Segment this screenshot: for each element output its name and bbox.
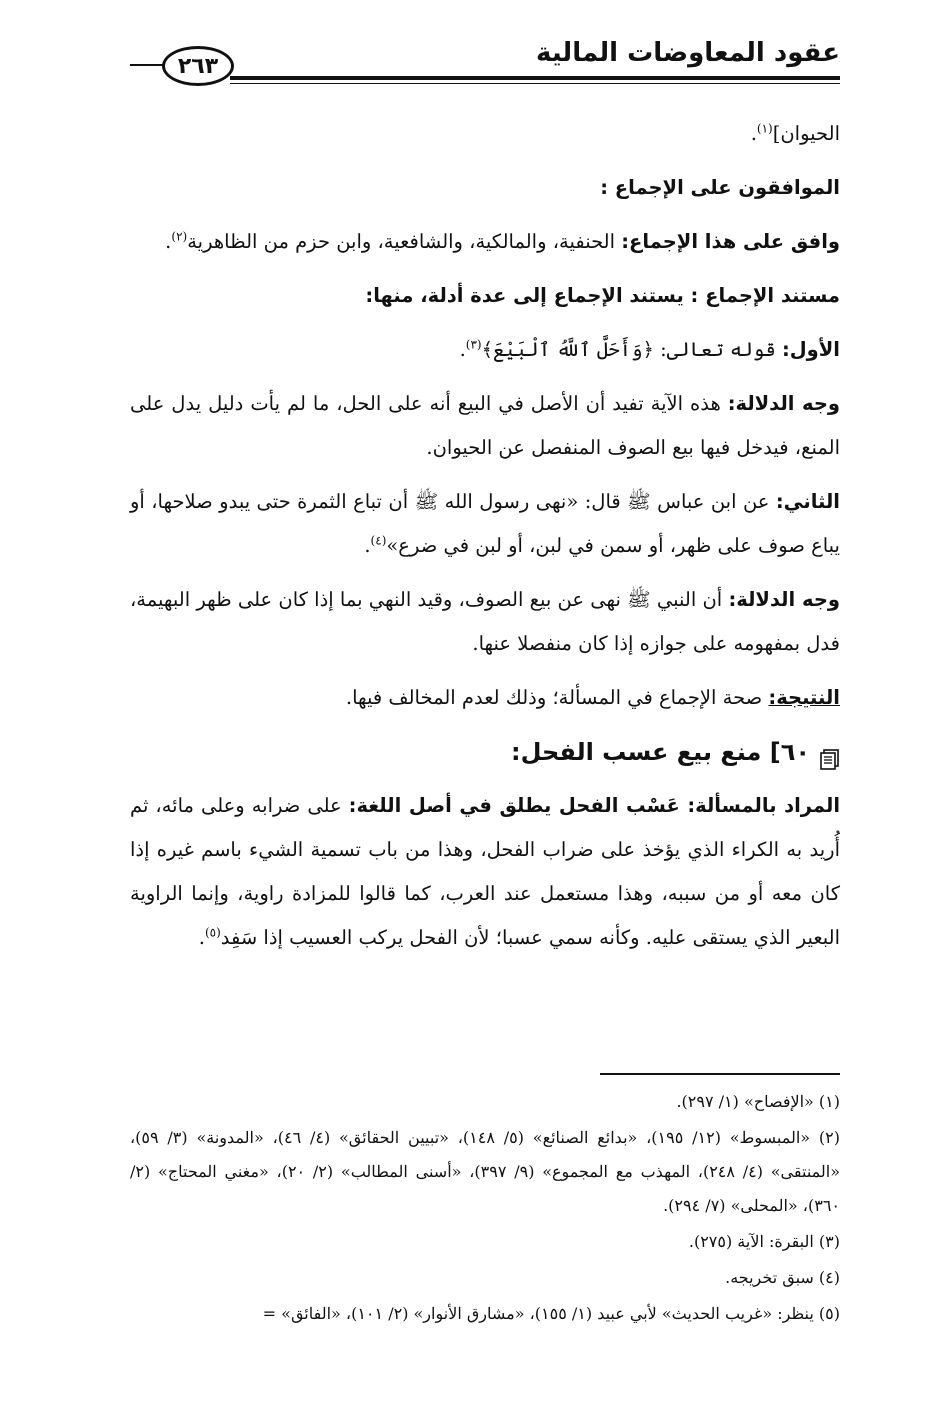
bold-lead: وافق على هذا الإجماع: [621, 230, 840, 253]
text: . [364, 534, 371, 557]
bold-lead: المراد بالمسألة: عَسْب الفحل يطلق في أصل اللغة: [348, 794, 840, 817]
paragraph [130, 112, 840, 156]
page-number: ٢٦٣ [162, 46, 234, 86]
footnote-ref: (٥) [204, 925, 221, 940]
footnote-ref: (٢) [171, 229, 188, 244]
bold-lead: وجه الدلالة: [727, 392, 841, 415]
paragraph [130, 328, 840, 372]
text: هذه الآية تفيد أن الأصل في البيع أنه على الحل، ما لم يأت دليل يدل على المنع، فيدخل فيها بيع الصوف المنفصل عن الحيوان. [130, 392, 840, 459]
page-header [150, 28, 840, 98]
section-heading [130, 730, 840, 774]
text: أن النبي ﷺ نهى عن بيع الصوف، وقيد النهي بما إذا كان على ظهر البهيمة، فدل بمفهومه على جوازه إذا كان منفصلا عنها. [130, 588, 840, 655]
paragraph [130, 480, 840, 568]
footnote-ref: (٣) [465, 337, 482, 352]
text: . [750, 122, 757, 145]
bold-lead: الأول: [781, 338, 840, 361]
bold-lead: النتيجة: [768, 686, 840, 709]
text: على ضرابه وعلى مائه، ثم أُريد به الكراء الذي يؤخذ على ضراب الفحل، وهذا من باب تسمية الشيء باسم غيره إذا كان معه أو من سببه، وهذا مستعمل عند العرب، كما قالوا للمزادة راوية، وإنما الراوية البعير الذي يستقى عليه. وكأنه سمي عسبا؛ لأن الفحل يركب العسيب إذا سَفِد [130, 794, 840, 949]
text: صحة الإجماع في المسألة؛ وذلك لعدم المخالف فيها. [345, 686, 769, 709]
text: . [459, 338, 466, 361]
paragraph [130, 220, 840, 264]
paragraph [130, 382, 840, 470]
subheading: الموافقون على الإجماع : [600, 176, 840, 199]
main-text [130, 112, 840, 970]
text: عن ابن عباس ﷺ قال: «نهى رسول الله ﷺ أن تباع الثمرة حتى يبدو صلاحها، أو يباع صوف على ظهر، أو سمن في لبن، أو لبن في ضرع» [130, 490, 840, 557]
running-title: عقود المعاوضات المالية [536, 38, 840, 68]
header-rule-thin [230, 83, 840, 84]
footnote: (٥) ينظر: «غريب الحديث» لأبي عبيد (١/ ١٥٥)، «مشارق الأنوار» (٢/ ١٠١)، «الفائق» = [262, 1304, 840, 1323]
section-title: ٦٠] منع بيع عسب الفحل: [511, 738, 810, 766]
footnote-separator [600, 1073, 840, 1075]
subheading: مستند الإجماع : يستند الإجماع إلى عدة أدلة، منها: [365, 284, 840, 307]
bold-lead: الثاني: [775, 490, 840, 513]
paragraph [130, 676, 840, 720]
footnotes [130, 1085, 840, 1333]
document-stack-icon [820, 741, 840, 763]
text: الحيوان] [772, 122, 840, 145]
text: . [165, 230, 172, 253]
text: . [198, 926, 205, 949]
text: قوله تعالى: ﴿وَأَحَلَّ ٱللَّهُ ٱلْبَيْعَ﴾ [481, 338, 782, 361]
footnote-ref: (١) [756, 121, 773, 136]
footnote-ref: (٤) [370, 533, 387, 548]
footnote: (٣) البقرة: الآية (٢٧٥). [688, 1232, 840, 1251]
text: الحنفية، والمالكية، والشافعية، وابن حزم من الظاهرية [187, 230, 622, 253]
paragraph [130, 578, 840, 666]
footnote: (١) «الإفصاح» (١/ ٢٩٧). [676, 1092, 840, 1111]
footnote: (٤) سبق تخريجه. [725, 1268, 840, 1287]
paragraph [130, 784, 840, 960]
header-rule-thick [230, 76, 840, 80]
bold-lead: وجه الدلالة: [728, 588, 840, 611]
footnote: (٢) «المبسوط» (١٢/ ١٩٥)، «بدائع الصنائع» (٥/ ١٤٨)، «تبيين الحقائق» (٤/ ٤٦)، «المدونة» (٣/ ٥٩)، «المنتقى» (٤/ ٢٤٨)، المهذب مع المجموع» (٩/ ٣٩٧)، «أسنى المطالب» (٢/ ٢٠)، «مغني المحتاج» (٢/ ٣٦٠)، «المحلى» (٧/ ٢٩٤). [130, 1128, 841, 1215]
